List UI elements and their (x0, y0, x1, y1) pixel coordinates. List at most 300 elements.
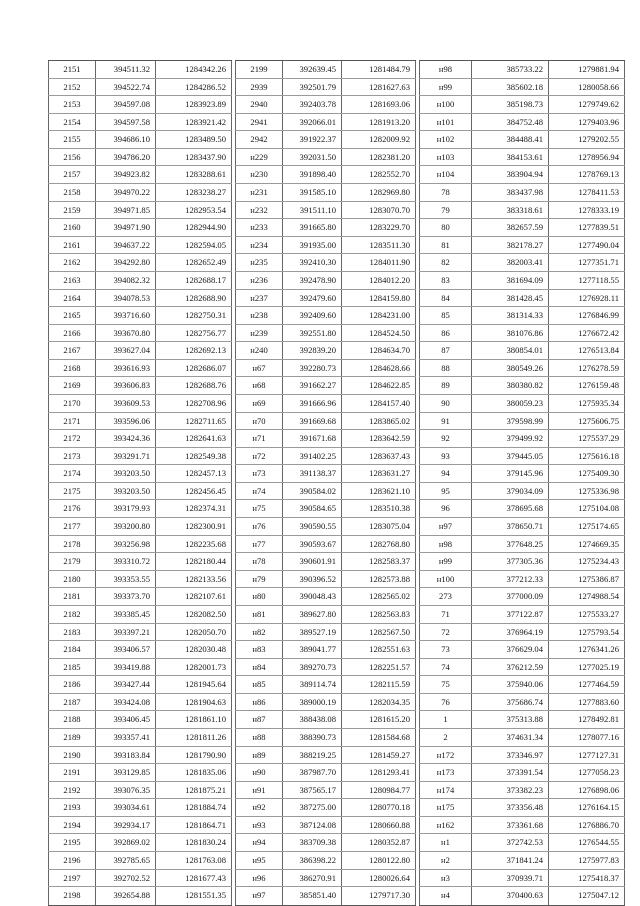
table-row (235, 202, 416, 220)
table-row (235, 114, 416, 132)
table-row (235, 184, 416, 202)
x-coordinate: 394971.90 (95, 219, 155, 236)
y-coordinate: 1283437.90 (155, 149, 232, 166)
table-row (419, 694, 625, 712)
y-coordinate: 1278333.19 (548, 202, 625, 219)
x-coordinate: 393183.84 (95, 747, 155, 764)
table-row (419, 500, 625, 518)
x-coordinate: 390584.65 (282, 500, 341, 517)
x-coordinate: 383318.61 (471, 202, 548, 219)
x-coordinate: 382657.59 (471, 219, 548, 236)
x-coordinate: 380380.82 (471, 377, 548, 394)
x-coordinate: 393357.41 (95, 729, 155, 746)
x-coordinate: 380549.26 (471, 360, 548, 377)
table-row (235, 430, 416, 448)
x-coordinate: 393406.57 (95, 641, 155, 658)
table-row (419, 887, 625, 905)
y-coordinate: 1283288.61 (155, 166, 232, 183)
x-coordinate: 373361.68 (471, 817, 548, 834)
x-coordinate: 393616.93 (95, 360, 155, 377)
y-coordinate: 1275793.54 (548, 624, 625, 641)
y-coordinate: 1282750.31 (155, 307, 232, 324)
y-coordinate: 1282652.49 (155, 254, 232, 271)
x-coordinate: 392869.02 (95, 834, 155, 851)
point-number: 2166 (48, 325, 95, 342)
point-number: 2190 (48, 747, 95, 764)
x-coordinate: 394637.22 (95, 237, 155, 254)
table-row (48, 852, 232, 870)
point-number: 80 (419, 219, 471, 236)
table-row (419, 360, 625, 378)
table-row (235, 536, 416, 554)
table-row (48, 782, 232, 800)
table-row (48, 131, 232, 149)
table-row (48, 711, 232, 729)
point-number: н229 (235, 149, 282, 166)
table-row (419, 870, 625, 888)
table-row (419, 184, 625, 202)
point-number: 2164 (48, 290, 95, 307)
x-coordinate: 391669.68 (282, 413, 341, 430)
point-number: н79 (235, 571, 282, 588)
y-coordinate: 1281484.79 (341, 61, 416, 78)
table-row (48, 219, 232, 237)
y-coordinate: 1275047.12 (548, 887, 625, 905)
y-coordinate: 1275409.30 (548, 465, 625, 482)
x-coordinate: 391671.68 (282, 430, 341, 447)
y-coordinate: 1281861.10 (155, 711, 232, 728)
x-coordinate: 374631.34 (471, 729, 548, 746)
table-row (419, 834, 625, 852)
point-number: н237 (235, 290, 282, 307)
x-coordinate: 379445.05 (471, 448, 548, 465)
x-coordinate: 393609.53 (95, 395, 155, 412)
table-row (419, 202, 625, 220)
table-row (48, 377, 232, 395)
point-number: н90 (235, 764, 282, 781)
y-coordinate: 1280770.18 (341, 799, 416, 816)
x-coordinate: 393670.80 (95, 325, 155, 342)
table-row (419, 817, 625, 835)
y-coordinate: 1282300.91 (155, 518, 232, 535)
y-coordinate: 1281884.74 (155, 799, 232, 816)
x-coordinate: 394082.32 (95, 272, 155, 289)
x-coordinate: 390396.52 (282, 571, 341, 588)
x-coordinate: 392409.60 (282, 307, 341, 324)
x-coordinate: 382003.41 (471, 254, 548, 271)
x-coordinate: 387987.70 (282, 764, 341, 781)
point-number: н239 (235, 325, 282, 342)
y-coordinate: 1282756.77 (155, 325, 232, 342)
y-coordinate: 1282374.31 (155, 500, 232, 517)
x-coordinate: 390584.02 (282, 483, 341, 500)
x-coordinate: 372742.53 (471, 834, 548, 851)
x-coordinate: 394971.85 (95, 202, 155, 219)
x-coordinate: 384752.48 (471, 114, 548, 131)
table-row (419, 518, 625, 536)
table-row (235, 413, 416, 431)
point-number: 84 (419, 290, 471, 307)
y-coordinate: 1284012.20 (341, 272, 416, 289)
point-number: 2172 (48, 430, 95, 447)
x-coordinate: 388438.08 (282, 711, 341, 728)
y-coordinate: 1281904.63 (155, 694, 232, 711)
table-row (48, 61, 232, 79)
point-number: 2181 (48, 588, 95, 605)
y-coordinate: 1283489.50 (155, 131, 232, 148)
point-number: 2178 (48, 536, 95, 553)
table-row (235, 852, 416, 870)
x-coordinate: 388219.25 (282, 747, 341, 764)
table-row (235, 377, 416, 395)
table-row (235, 272, 416, 290)
y-coordinate: 1281627.63 (341, 79, 416, 96)
point-number: 71 (419, 606, 471, 623)
table-row (48, 342, 232, 360)
y-coordinate: 1276898.06 (548, 782, 625, 799)
point-number: 2174 (48, 465, 95, 482)
point-number: н1 (419, 834, 471, 851)
x-coordinate: 393203.50 (95, 483, 155, 500)
y-coordinate: 1283238.27 (155, 184, 232, 201)
y-coordinate: 1278077.16 (548, 729, 625, 746)
y-coordinate: 1281790.90 (155, 747, 232, 764)
coordinates-table (48, 60, 622, 906)
point-number: 1 (419, 711, 471, 728)
x-coordinate: 381076.86 (471, 325, 548, 342)
x-coordinate: 392702.52 (95, 870, 155, 887)
y-coordinate: 1275616.18 (548, 448, 625, 465)
x-coordinate: 394511.32 (95, 61, 155, 78)
table-row (48, 465, 232, 483)
point-number: 76 (419, 694, 471, 711)
table-row (235, 465, 416, 483)
y-coordinate: 1284011.90 (341, 254, 416, 271)
x-coordinate: 393424.36 (95, 430, 155, 447)
y-coordinate: 1281811.26 (155, 729, 232, 746)
x-coordinate: 393716.60 (95, 307, 155, 324)
point-number: н92 (235, 799, 282, 816)
x-coordinate: 384488.41 (471, 131, 548, 148)
point-number: 2 (419, 729, 471, 746)
x-coordinate: 393385.45 (95, 606, 155, 623)
table-row (48, 518, 232, 536)
y-coordinate: 1284342.26 (155, 61, 232, 78)
point-number: н73 (235, 465, 282, 482)
point-number: 2193 (48, 799, 95, 816)
y-coordinate: 1275606.75 (548, 413, 625, 430)
x-coordinate: 389527.19 (282, 624, 341, 641)
table-row (235, 448, 416, 466)
y-coordinate: 1281830.24 (155, 834, 232, 851)
y-coordinate: 1283075.04 (341, 518, 416, 535)
y-coordinate: 1282235.68 (155, 536, 232, 553)
table-row (48, 659, 232, 677)
x-coordinate: 394686.10 (95, 131, 155, 148)
point-number: н172 (419, 747, 471, 764)
y-coordinate: 1277025.19 (548, 659, 625, 676)
x-coordinate: 383709.38 (282, 834, 341, 851)
table-row (48, 747, 232, 765)
point-number: н88 (235, 729, 282, 746)
table-row (235, 237, 416, 255)
point-number: н84 (235, 659, 282, 676)
table-row (419, 711, 625, 729)
table-row (419, 413, 625, 431)
x-coordinate: 390048.43 (282, 588, 341, 605)
table-row (235, 870, 416, 888)
y-coordinate: 1282768.80 (341, 536, 416, 553)
point-number: 2151 (48, 61, 95, 78)
y-coordinate: 1276928.11 (548, 290, 625, 307)
x-coordinate: 377000.09 (471, 588, 548, 605)
x-coordinate: 387124.08 (282, 817, 341, 834)
point-number: н72 (235, 448, 282, 465)
point-number: 2199 (235, 61, 282, 78)
y-coordinate: 1274988.54 (548, 588, 625, 605)
table-row (48, 834, 232, 852)
y-coordinate: 1280352.87 (341, 834, 416, 851)
table-row (419, 377, 625, 395)
table-row (419, 61, 625, 79)
y-coordinate: 1277127.31 (548, 747, 625, 764)
y-coordinate: 1281615.20 (341, 711, 416, 728)
table-row (48, 290, 232, 308)
x-coordinate: 380854.01 (471, 342, 548, 359)
table-row (419, 606, 625, 624)
point-number: н230 (235, 166, 282, 183)
table-row (48, 694, 232, 712)
table-row (419, 395, 625, 413)
y-coordinate: 1276672.42 (548, 325, 625, 342)
y-coordinate: 1278411.53 (548, 184, 625, 201)
x-coordinate: 392639.45 (282, 61, 341, 78)
point-number: 2196 (48, 852, 95, 869)
y-coordinate: 1277490.04 (548, 237, 625, 254)
table-row (419, 553, 625, 571)
point-number: н81 (235, 606, 282, 623)
x-coordinate: 376964.19 (471, 624, 548, 641)
x-coordinate: 393606.83 (95, 377, 155, 394)
y-coordinate: 1282251.57 (341, 659, 416, 676)
point-number: 73 (419, 641, 471, 658)
table-row (419, 237, 625, 255)
point-number: 89 (419, 377, 471, 394)
table-row (235, 483, 416, 501)
x-coordinate: 392410.30 (282, 254, 341, 271)
point-number: 2188 (48, 711, 95, 728)
y-coordinate: 1282050.70 (155, 624, 232, 641)
table-row (235, 395, 416, 413)
point-number: 92 (419, 430, 471, 447)
table-row (235, 254, 416, 272)
point-number: н94 (235, 834, 282, 851)
y-coordinate: 1282551.63 (341, 641, 416, 658)
point-number: 2189 (48, 729, 95, 746)
x-coordinate: 381428.45 (471, 290, 548, 307)
point-number: 81 (419, 237, 471, 254)
point-number: 79 (419, 202, 471, 219)
x-coordinate: 392785.65 (95, 852, 155, 869)
y-coordinate: 1277058.23 (548, 764, 625, 781)
table-row (235, 500, 416, 518)
point-number: 85 (419, 307, 471, 324)
point-number: н175 (419, 799, 471, 816)
point-number: н101 (419, 114, 471, 131)
x-coordinate: 393076.35 (95, 782, 155, 799)
table-row (235, 79, 416, 97)
y-coordinate: 1278769.13 (548, 166, 625, 183)
y-coordinate: 1283921.42 (155, 114, 232, 131)
y-coordinate: 1282034.35 (341, 694, 416, 711)
y-coordinate: 1282180.44 (155, 553, 232, 570)
x-coordinate: 377648.25 (471, 536, 548, 553)
table-row (48, 588, 232, 606)
x-coordinate: 392934.17 (95, 817, 155, 834)
x-coordinate: 386398.22 (282, 852, 341, 869)
table-row (48, 79, 232, 97)
y-coordinate: 1275418.37 (548, 870, 625, 887)
y-coordinate: 1282563.83 (341, 606, 416, 623)
table-row (48, 325, 232, 343)
point-number: 2175 (48, 483, 95, 500)
point-number: 2941 (235, 114, 282, 131)
x-coordinate: 394597.08 (95, 96, 155, 113)
y-coordinate: 1275533.27 (548, 606, 625, 623)
table-row (235, 588, 416, 606)
x-coordinate: 385602.18 (471, 79, 548, 96)
table-row (48, 536, 232, 554)
x-coordinate: 393373.70 (95, 588, 155, 605)
table-row (48, 202, 232, 220)
x-coordinate: 391138.37 (282, 465, 341, 482)
x-coordinate: 394292.80 (95, 254, 155, 271)
y-coordinate: 1282686.07 (155, 360, 232, 377)
x-coordinate: 370939.71 (471, 870, 548, 887)
x-coordinate: 392479.60 (282, 290, 341, 307)
table-row (419, 483, 625, 501)
table-row (48, 254, 232, 272)
x-coordinate: 373346.97 (471, 747, 548, 764)
x-coordinate: 391585.10 (282, 184, 341, 201)
y-coordinate: 1284157.40 (341, 395, 416, 412)
x-coordinate: 392839.20 (282, 342, 341, 359)
x-coordinate: 379145.96 (471, 465, 548, 482)
x-coordinate: 392654.88 (95, 887, 155, 905)
y-coordinate: 1282565.02 (341, 588, 416, 605)
x-coordinate: 385198.73 (471, 96, 548, 113)
point-number: 2191 (48, 764, 95, 781)
y-coordinate: 1275537.29 (548, 430, 625, 447)
x-coordinate: 394786.20 (95, 149, 155, 166)
point-number: н99 (419, 79, 471, 96)
table-row (419, 79, 625, 97)
x-coordinate: 392501.79 (282, 79, 341, 96)
x-coordinate: 394970.22 (95, 184, 155, 201)
table-row (235, 817, 416, 835)
y-coordinate: 1281763.08 (155, 852, 232, 869)
y-coordinate: 1283865.02 (341, 413, 416, 430)
table-row (48, 149, 232, 167)
point-number: 2156 (48, 149, 95, 166)
table-row (235, 641, 416, 659)
table-row (48, 430, 232, 448)
point-number: 2195 (48, 834, 95, 851)
x-coordinate: 393596.06 (95, 413, 155, 430)
x-coordinate: 391662.27 (282, 377, 341, 394)
y-coordinate: 1276513.84 (548, 342, 625, 359)
table-row (235, 729, 416, 747)
point-number: н104 (419, 166, 471, 183)
x-coordinate: 394078.53 (95, 290, 155, 307)
table-row (419, 430, 625, 448)
y-coordinate: 1282711.65 (155, 413, 232, 430)
point-number: н100 (419, 571, 471, 588)
y-coordinate: 1275386.87 (548, 571, 625, 588)
point-number: н71 (235, 430, 282, 447)
y-coordinate: 1283621.10 (341, 483, 416, 500)
x-coordinate: 391898.40 (282, 166, 341, 183)
y-coordinate: 1281693.06 (341, 96, 416, 113)
table-row (419, 571, 625, 589)
point-number: 94 (419, 465, 471, 482)
point-number: 2170 (48, 395, 95, 412)
x-coordinate: 392403.78 (282, 96, 341, 113)
table-row (48, 237, 232, 255)
y-coordinate: 1281293.41 (341, 764, 416, 781)
table-row (48, 676, 232, 694)
y-coordinate: 1284628.66 (341, 360, 416, 377)
table-row (235, 290, 416, 308)
point-number: 72 (419, 624, 471, 641)
point-number: н233 (235, 219, 282, 236)
table-block-1 (48, 60, 232, 906)
y-coordinate: 1283511.30 (341, 237, 416, 254)
point-number: н89 (235, 747, 282, 764)
table-row (419, 536, 625, 554)
point-number: 2165 (48, 307, 95, 324)
table-row (419, 764, 625, 782)
point-number: 96 (419, 500, 471, 517)
x-coordinate: 379034.09 (471, 483, 548, 500)
x-coordinate: 391922.37 (282, 131, 341, 148)
y-coordinate: 1283070.70 (341, 202, 416, 219)
table-row (235, 219, 416, 237)
y-coordinate: 1281945.64 (155, 676, 232, 693)
x-coordinate: 392551.80 (282, 325, 341, 342)
table-row (235, 131, 416, 149)
x-coordinate: 376212.59 (471, 659, 548, 676)
point-number: н68 (235, 377, 282, 394)
table-row (235, 676, 416, 694)
y-coordinate: 1283510.38 (341, 500, 416, 517)
point-number: н238 (235, 307, 282, 324)
x-coordinate: 385733.22 (471, 61, 548, 78)
point-number: н174 (419, 782, 471, 799)
point-number: 2192 (48, 782, 95, 799)
table-row (48, 395, 232, 413)
y-coordinate: 1284634.70 (341, 342, 416, 359)
x-coordinate: 393353.55 (95, 571, 155, 588)
x-coordinate: 392478.90 (282, 272, 341, 289)
y-coordinate: 1282009.92 (341, 131, 416, 148)
x-coordinate: 387565.17 (282, 782, 341, 799)
point-number: н82 (235, 624, 282, 641)
y-coordinate: 1282082.50 (155, 606, 232, 623)
y-coordinate: 1284231.00 (341, 307, 416, 324)
point-number: 90 (419, 395, 471, 412)
point-number: н2 (419, 852, 471, 869)
